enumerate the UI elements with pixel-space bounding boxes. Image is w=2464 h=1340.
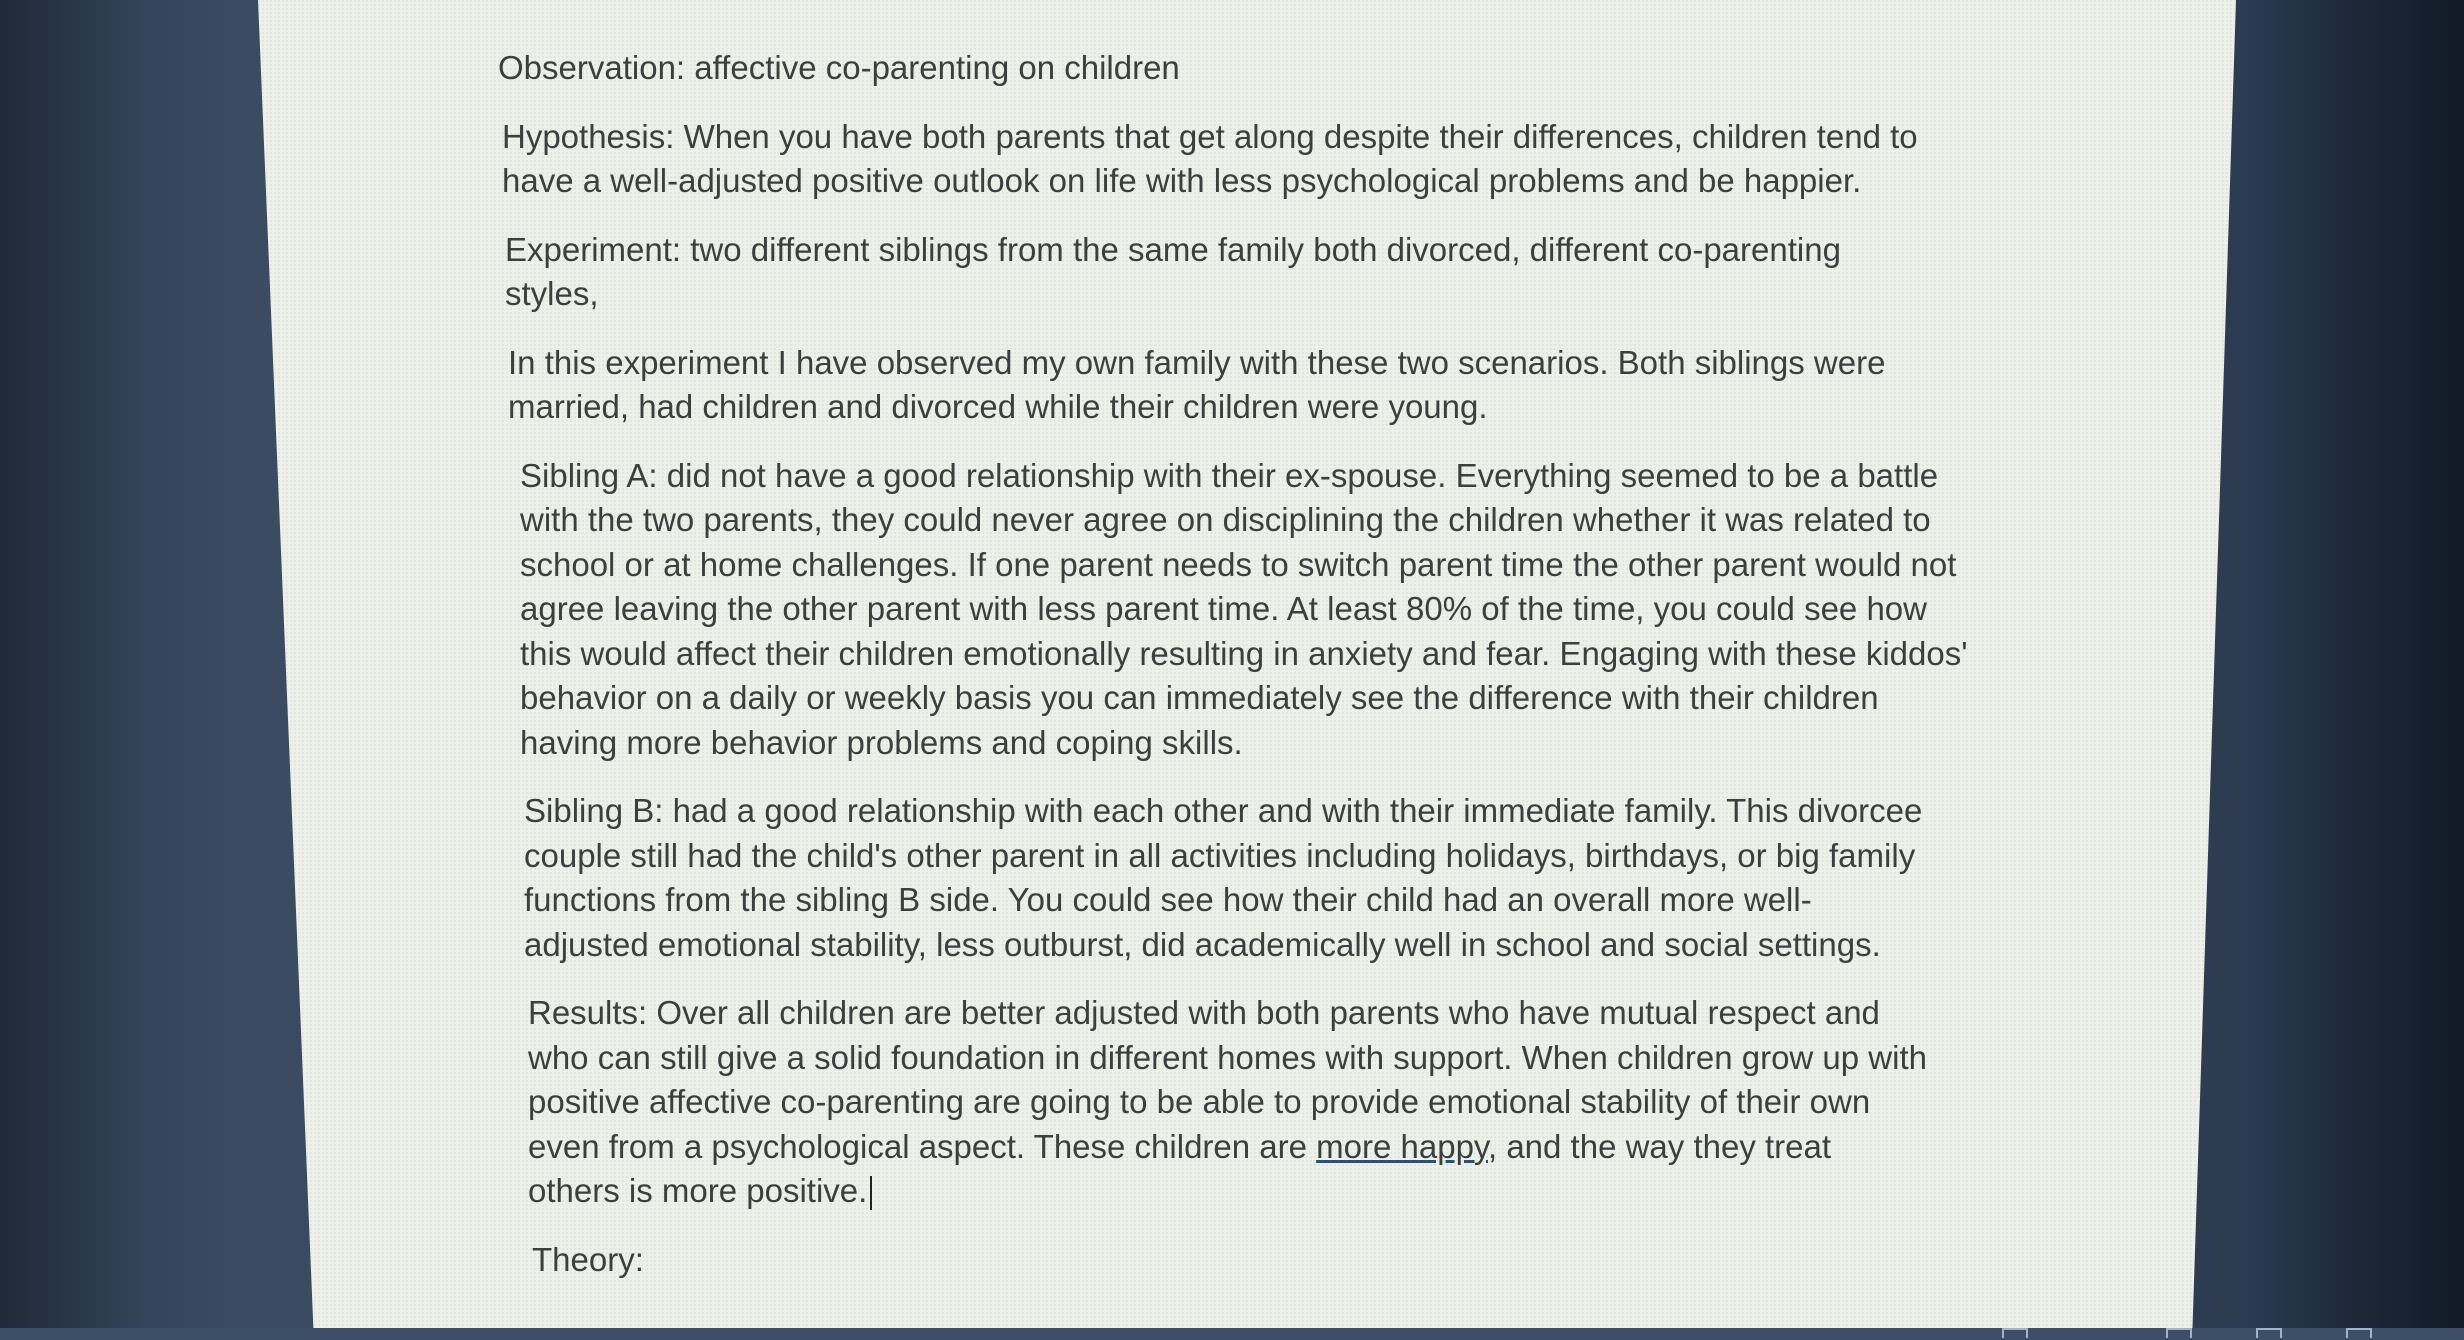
results-text-end: , and the way they treat others is more positive. <box>528 1127 1832 1209</box>
results-paragraph <box>528 991 1928 1214</box>
document-body[interactable] <box>498 46 1998 1306</box>
taskbar-app-icon[interactable] <box>2002 1328 2028 1338</box>
experiment-paragraph: Experiment: two different siblings from the same family both divorced, different co-parenting styles, <box>505 230 1841 312</box>
theory-heading: Theory: <box>532 1240 644 1278</box>
sibling-b-paragraph: Sibling B: had a good relationship with each other and with their immediate family. This divorcee couple still had the child's other parent in all activities including holidays, birthdays, or big family functions from the sibling B side. You could see how their child had an overall more well-adjusted emotional stability, less outburst, did academically well in school and social settings. <box>524 792 1923 963</box>
intro-paragraph: In this experiment I have observed my own family with these two scenarios. Both siblings were married, had children and divorced while their children were young. <box>508 343 1886 425</box>
spelling-flagged-phrase[interactable]: more happy <box>1316 1127 1488 1165</box>
taskbar-web-icon[interactable] <box>2346 1328 2372 1338</box>
taskbar[interactable] <box>0 1328 2464 1340</box>
text-cursor <box>870 1176 872 1210</box>
taskbar-layout-icon[interactable] <box>2256 1328 2282 1338</box>
hypothesis-paragraph: Hypothesis: When you have both parents that get along despite their differences, children tend to have a well-adjusted positive outlook on life with less psychological problems and be happier. <box>502 117 1918 199</box>
sibling-a-paragraph: Sibling A: did not have a good relationship with their ex-spouse. Everything seemed to be a battle with the two parents, they could never agree on disciplining the children whether it was related to school or at home challenges. If one parent needs to switch parent time the other parent would not agree leaving the other parent with less parent time. At least 80% of the time, you could see how this would affect their children emotionally resulting in anxiety and fear. Engaging with these kiddos' behavior on a daily or weekly basis you can immediately see the difference with their children having more behavior problems and coping skills. <box>520 456 1968 761</box>
observation-paragraph: Observation: affective co-parenting on children <box>498 49 1180 86</box>
desktop-background-right <box>2234 0 2464 1340</box>
results-text-start: Results: Over all children are better adjusted with both parents who have mutual respect and who can still give a solid foundation in different homes with support. When children grow up with positive affective co-parenting are going to be able to provide emotional stability of their own even from a psychological aspect. These children are <box>528 994 1927 1165</box>
taskbar-view-icon[interactable] <box>2166 1328 2192 1338</box>
